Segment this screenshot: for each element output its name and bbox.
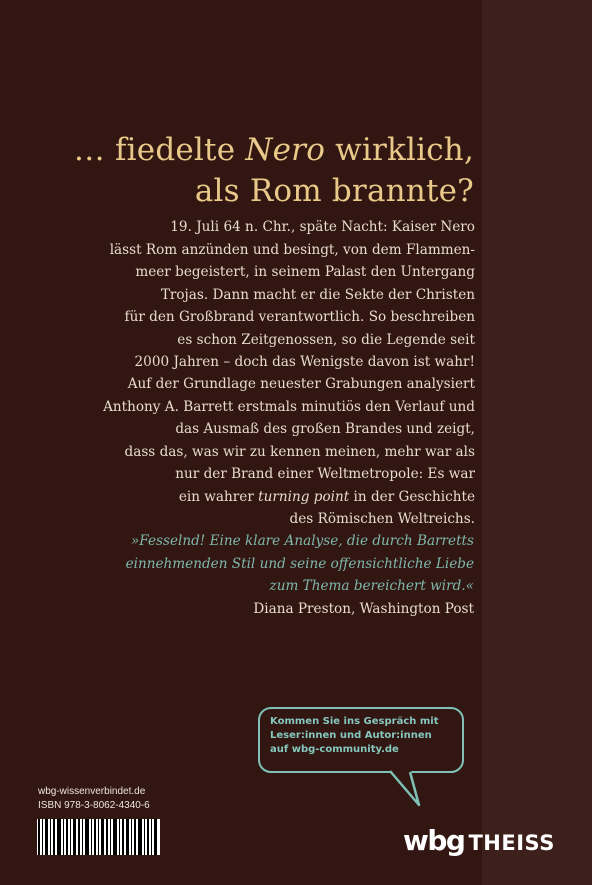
text-line: Trojas. Dann macht er die Sekte der Christen <box>160 286 475 303</box>
bubble-line: Kommen Sie ins Gespräch mit <box>270 716 439 727</box>
spine-panel <box>482 0 592 885</box>
headline-text: … fiedelte <box>73 132 246 168</box>
quote-line: zum Thema bereichert wird.« <box>269 578 474 594</box>
text-line: meer begeistert, in seinem Palast den Untergang <box>135 264 475 280</box>
headline-text: wirklich, <box>325 132 474 168</box>
text-segment: in der Geschichte <box>349 488 475 505</box>
imprint-block <box>38 785 150 813</box>
logo-wbg: wbg <box>403 824 465 857</box>
text-line: nur der Brand einer Weltmetropole: Es war <box>175 466 475 482</box>
logo-theiss: THEISS <box>468 831 555 855</box>
publisher-website: wbg-wissenverbindet.de <box>38 786 146 797</box>
blurb-paragraph-2 <box>103 373 475 531</box>
blurb-paragraph-1 <box>110 216 475 374</box>
bubble-line: Leser:innen und Autor:innen <box>270 730 432 741</box>
text-line: Auf der Grundlage neuester Grabungen analysiert <box>127 376 475 392</box>
headline-line-2: als Rom brannte? <box>194 173 474 209</box>
review-quote <box>126 530 474 620</box>
text-line: 19. Juli 64 n. Chr., späte Nacht: Kaiser Nero <box>170 219 475 235</box>
text-line: lässt Rom anzünden und besingt, von dem Flammen- <box>109 241 475 258</box>
text-segment: ein wahrer <box>178 488 259 505</box>
headline-line-1 <box>74 130 474 171</box>
quote-line: einnehmenden Stil und seine offensichtliche Liebe <box>125 555 474 572</box>
community-speech-bubble <box>258 707 464 773</box>
publisher-logo <box>403 824 555 858</box>
speech-bubble-tail-icon <box>387 769 437 809</box>
quote-line: »Fesselnd! Eine klare Analyse, die durch Barretts <box>130 533 474 549</box>
quote-source: Diana Preston, Washington Post <box>253 600 474 617</box>
text-line: für den Großbrand verantwortlich. So beschreiben <box>124 309 475 325</box>
text-line: Anthony A. Barrett erstmals minutiös den Verlauf und <box>103 398 475 415</box>
headline <box>74 130 474 212</box>
headline-emphasis: Nero <box>245 132 326 168</box>
text-line: es schon Zeitgenossen, so die Legende seit <box>177 331 475 348</box>
isbn-number: ISBN 978-3-8062-4340-6 <box>38 800 150 811</box>
bubble-line: auf wbg-community.de <box>270 744 399 755</box>
text-line: dass das, was wir zu kennen meinen, mehr war als <box>124 443 475 460</box>
barcode-icon <box>37 819 160 855</box>
text-line: 2000 Jahren – doch das Wenigste davon ist wahr! <box>134 354 475 370</box>
text-line <box>103 486 475 509</box>
text-emphasis: turning point <box>258 488 350 505</box>
text-line: das Ausmaß des großen Brandes und zeigt, <box>175 421 475 437</box>
text-line: des Römischen Weltreichs. <box>289 511 475 527</box>
